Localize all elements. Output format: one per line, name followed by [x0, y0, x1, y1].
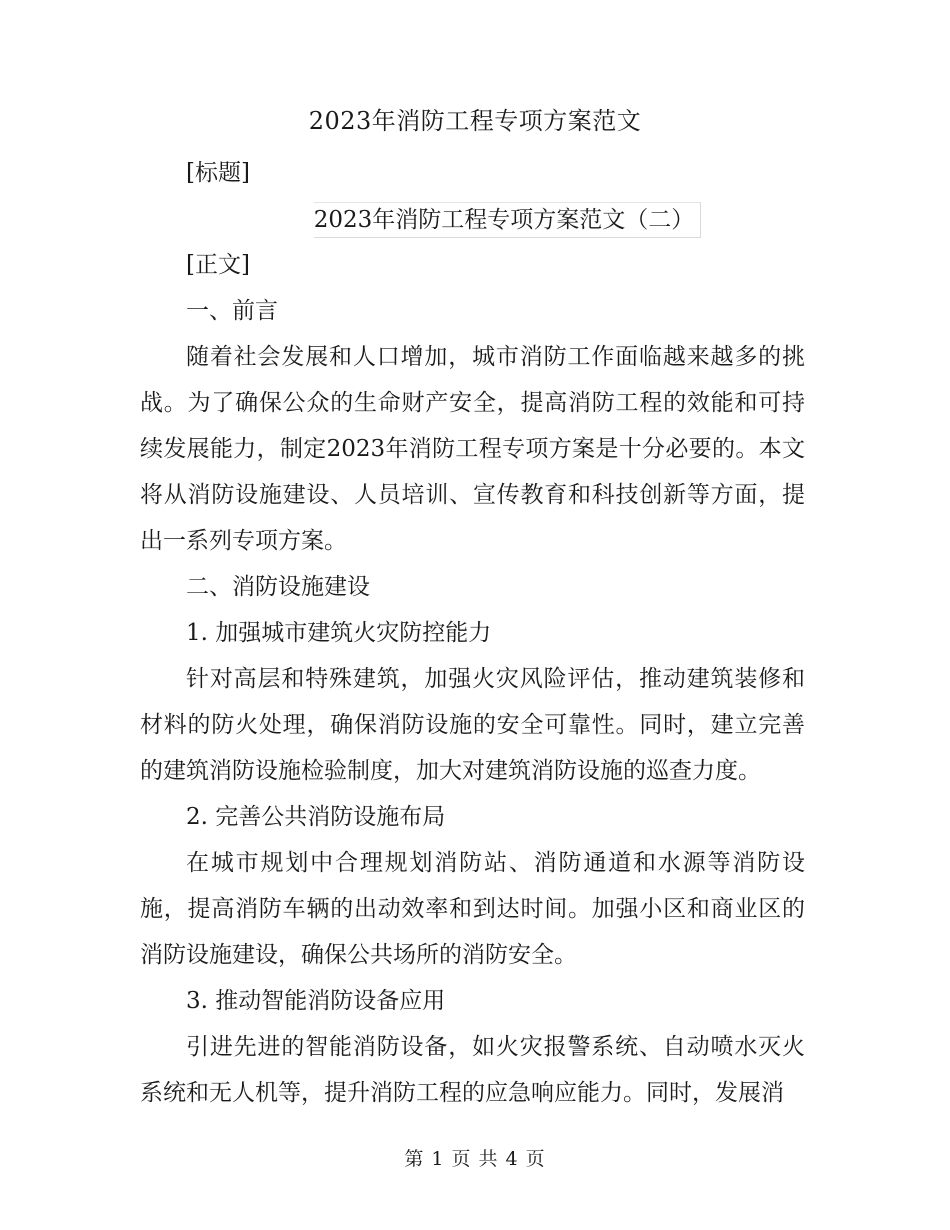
section-heading-facilities: 二、消防设施建设 [186, 574, 370, 600]
page-footer: 第 1 页 共 4 页 [404, 1148, 546, 1170]
section-heading-preface: 一、前言 [186, 298, 278, 324]
document-body [140, 150, 805, 1116]
paragraph-item-3: 引进先进的智能消防设备，如火灾报警系统、自动喷水灭火系统和无人机等，提升消防工程的应急响应能力。同时，发展消 [140, 1034, 805, 1106]
label-title: [标题] [186, 160, 250, 186]
item-heading-1: 1. 加强城市建筑火灾防控能力 [186, 620, 492, 646]
document-subtitle: 2023年消防工程专项方案范文（二） [314, 202, 702, 238]
subtitle-row [140, 196, 805, 242]
document-title: 2023年消防工程专项方案范文 [308, 107, 642, 135]
item-heading-3: 3. 推动智能消防设备应用 [186, 988, 446, 1014]
item-heading-2: 2. 完善公共消防设施布局 [186, 804, 446, 830]
paragraph-preface: 随着社会发展和人口增加，城市消防工作面临越来越多的挑战。为了确保公众的生命财产安全，提高消防工程的效能和可持续发展能力，制定2023年消防工程专项方案是十分必要的。本文将从消防设施建设、人员培训、宣传教育和科技创新等方面，提出一系列专项方案。 [140, 344, 805, 554]
paragraph-item-1: 针对高层和特殊建筑，加强火灾风险评估，推动建筑装修和材料的防火处理，确保消防设施的安全可靠性。同时，建立完善的建筑消防设施检验制度，加大对建筑消防设施的巡查力度。 [140, 666, 805, 784]
paragraph-item-2: 在城市规划中合理规划消防站、消防通道和水源等消防设施，提高消防车辆的出动效率和到达时间。加强小区和商业区的消防设施建设，确保公共场所的消防安全。 [140, 850, 805, 968]
label-body: [正文] [186, 252, 250, 278]
